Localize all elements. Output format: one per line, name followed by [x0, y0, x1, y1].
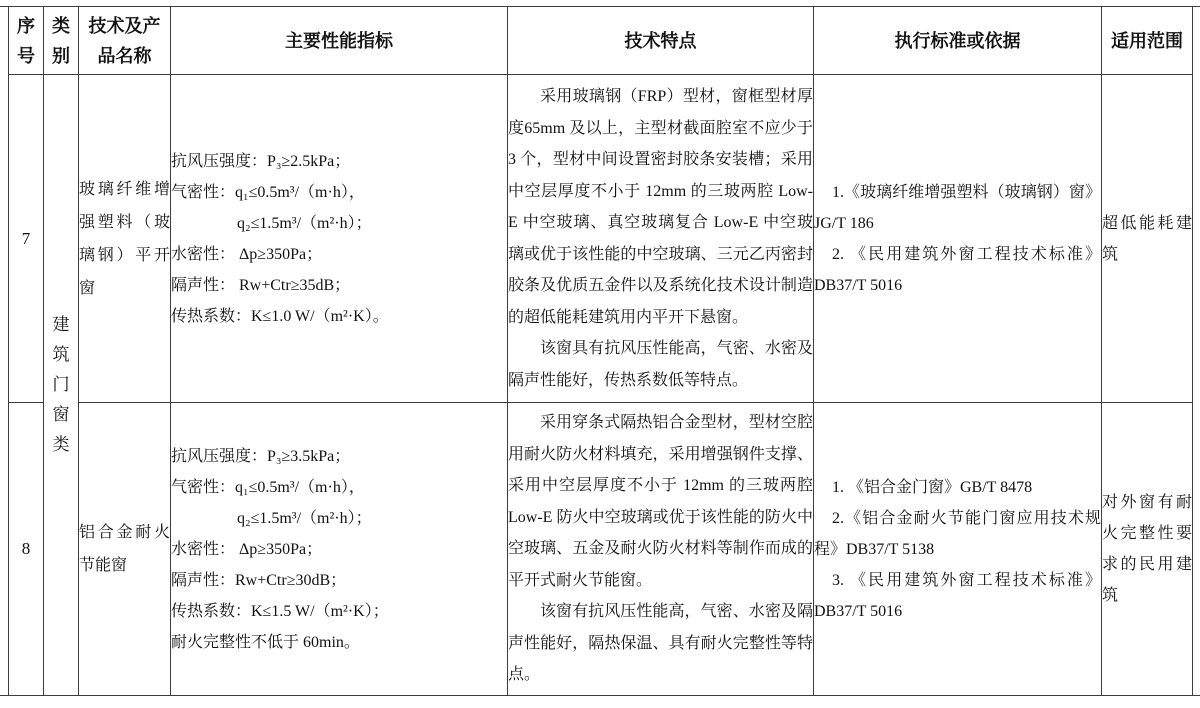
row8-technical-features [508, 403, 814, 696]
indicator-line: 气密性：q₁≤0.5m³/（m·h）， [171, 183, 365, 201]
indicator-line: q₂≤1.5m³/（m²·h）； [237, 509, 372, 527]
row7-product-name: 玻璃纤维增强塑料（玻璃钢）平开窗 [79, 75, 171, 403]
row8-standards [814, 403, 1102, 696]
feature-paragraph: 该窗有抗风压性能高，气密、水密及隔声性能好，隔热保温、具有耐火完整性等特点。 [508, 603, 813, 684]
row8-applicable-scope: 对外窗有耐火完整性要求的民用建筑 [1102, 403, 1193, 696]
standard-item: 2.《铝合金耐火节能门窗应用技术规程》DB37/T 5138 [814, 509, 1101, 558]
row7-serial-number: 7 [9, 75, 44, 403]
header-product-name: 技术及产品名称 [79, 7, 171, 75]
feature-paragraph: 采用穿条式隔热铝合金型材，型材空腔用耐火防火材料填充，采用增强钢件支撑、采用中空层厚度不小于 12mm 的三玻两腔 Low-E 防火中空玻璃或优于该性能的防火中空玻璃、五金及耐火防火材料等制作而成的平开式耐火节能窗。 [508, 414, 813, 589]
header-serial-number: 序号 [9, 7, 44, 75]
indicator-line: 传热系数：K≤1.5 W/（m²·K）； [171, 602, 389, 620]
indicator-line: 传热系数：K≤1.0 W/（m²·K）。 [171, 307, 389, 325]
header-performance-indicators: 主要性能指标 [171, 7, 508, 75]
row8-performance-indicators [171, 403, 508, 696]
indicator-line: 抗风压强度：P₃≥3.5kPa； [171, 447, 351, 465]
indicator-line: 气密性：q₁≤0.5m³/（m·h）， [171, 478, 365, 496]
row8-product-name: 铝合金耐火节能窗 [79, 403, 171, 696]
header-applicable-scope: 适用范围 [1102, 7, 1193, 75]
row8-serial-number: 8 [9, 403, 44, 696]
table-row-7 [9, 75, 1193, 403]
row7-applicable-scope: 超低能耗建筑 [1102, 75, 1193, 403]
indicator-line: 耐火完整性不低于 60min。 [171, 633, 360, 651]
standard-item: 1.《玻璃纤维增强塑料（玻璃钢）窗》JG/T 186 [814, 183, 1101, 232]
standard-item: 3. 《民用建筑外窗工程技术标准》DB37/T 5016 [814, 571, 1101, 620]
indicator-line: q₂≤1.5m³/（m²·h）； [237, 214, 372, 232]
table-header-row [9, 7, 1193, 75]
indicator-line: 水密性： Δp≥350Pa； [171, 245, 323, 263]
category-cell [44, 75, 79, 696]
row7-performance-indicators [171, 75, 508, 403]
indicator-line: 水密性： Δp≥350Pa； [171, 540, 323, 558]
indicator-line: 隔声性： Rw+Ctr≥35dB； [171, 276, 351, 294]
category-vertical-text: 建筑门窗类 [52, 315, 70, 454]
header-category: 类别 [44, 7, 79, 75]
table-row-8 [9, 403, 1193, 696]
standard-item: 2. 《民用建筑外窗工程技术标准》DB37/T 5016 [814, 245, 1101, 294]
product-catalog-table [8, 6, 1193, 696]
indicator-line: 抗风压强度：P₃≥2.5kPa； [171, 152, 351, 170]
header-technical-features: 技术特点 [508, 7, 814, 75]
indicator-line: 隔声性：Rw+Ctr≥30dB； [171, 571, 347, 589]
header-standards: 执行标准或依据 [814, 7, 1102, 75]
standard-item: 1. 《铝合金门窗》GB/T 8478 [832, 478, 1033, 496]
row7-technical-features [508, 75, 814, 403]
row7-standards [814, 75, 1102, 403]
feature-paragraph: 该窗具有抗风压性能高，气密、水密及隔声性能好，传热系数低等特点。 [508, 340, 813, 389]
feature-paragraph: 采用玻璃钢（FRP）型材，窗框型材厚度65mm 及以上，主型材截面腔室不应少于 3 个，型材中间设置密封胶条安装槽；采用中空层厚度不小于 12mm 的三玻两腔 Low-E 中空玻璃、真空玻璃复合 Low-E 中空玻璃或优于该性能的中空玻璃、三元乙丙密封胶条及优质五金件以及系统化技术设计制造的超低能耗建筑用内平开下悬窗。 [508, 88, 813, 326]
